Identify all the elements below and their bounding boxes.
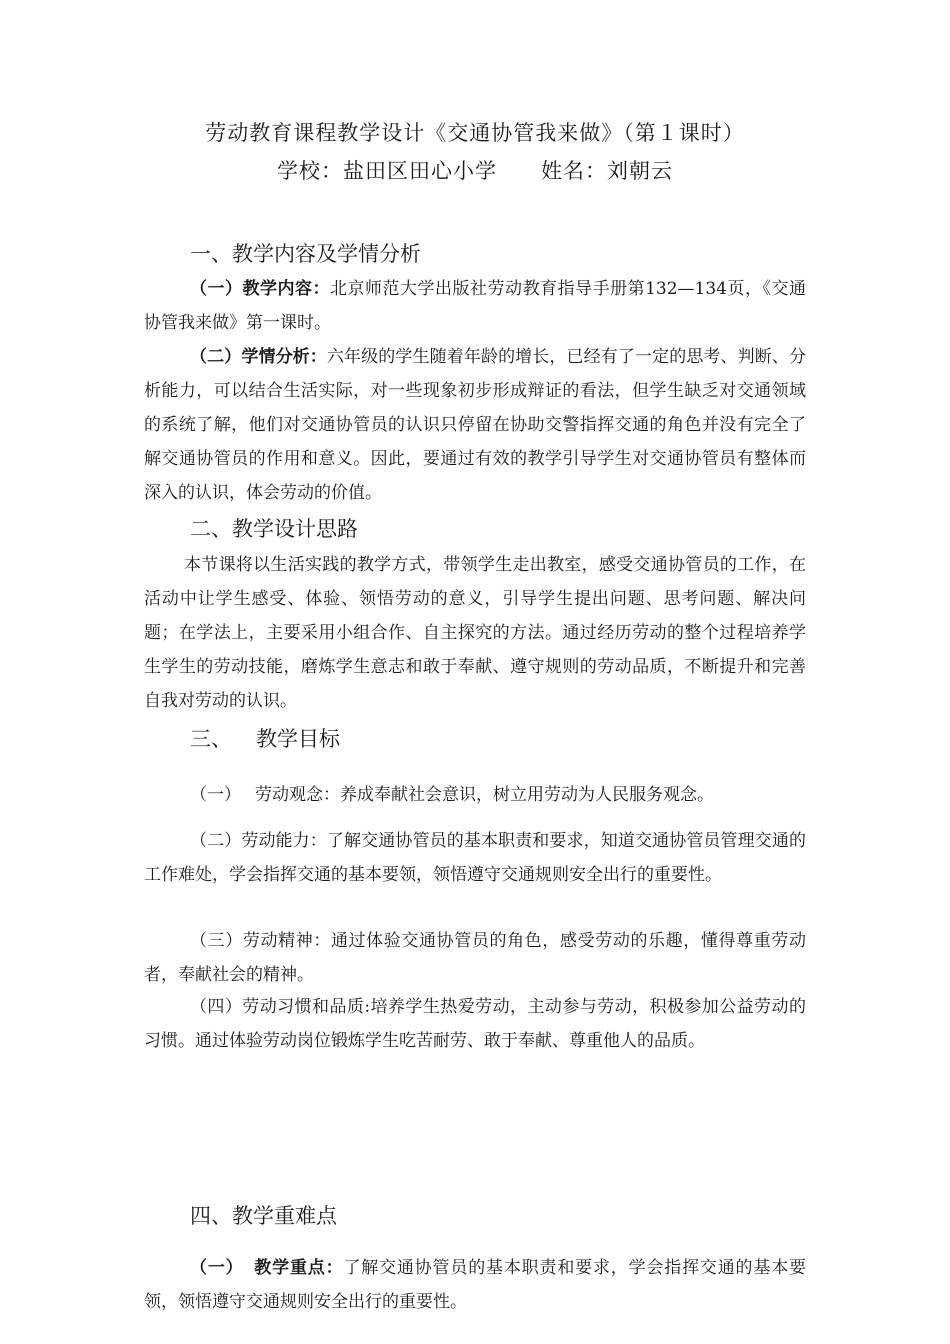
goal-3: （三）劳动精神：通过体验交通协管员的角色，感受劳动的乐趣，懂得尊重劳动者，奉献社会的精神。: [144, 931, 806, 985]
design-idea-paragraph: 本节课将以生活实践的教学方式，带领学生走出教室，感受交通协管员的工作，在活动中让学生感受、体验、领悟劳动的意义，引导学生提出问题、思考问题、解决问题；在学法上，主要采用小组合作、自主探究的方法。通过经历劳动的整个过程培养学生学生的劳动技能，磨炼学生意志和敢于奉献、遵守规则的劳动品质，不断提升和完善自我对劳动的认识。: [144, 555, 806, 711]
key-point-number: （一）: [190, 1258, 244, 1278]
document-title: 劳动教育课程教学设计《交通协管我来做》（第１课时）: [205, 121, 745, 145]
key-point-paragraph: [144, 1251, 806, 1319]
section-3-number: 三、: [190, 727, 232, 751]
goal-1-number: （一）: [190, 785, 241, 805]
section-1-heading: 一、教学内容及学情分析: [190, 242, 421, 266]
teaching-content-paragraph: [144, 272, 806, 340]
section-2-heading: 二、教学设计思路: [190, 517, 358, 541]
student-analysis-paragraph: [144, 340, 806, 510]
author-line: [0, 155, 950, 185]
author-name: 姓名：刘朝云: [541, 159, 673, 183]
section-4-heading: 四、教学重难点: [190, 1204, 337, 1228]
section-3-title: 教学目标: [256, 727, 340, 751]
key-point-text: 了解交通协管员的基本职责和要求，学会指挥交通的基本要领，领悟遵守交通规则安全出行的重要性。: [144, 1258, 807, 1312]
student-analysis-label: （二）学情分析：: [190, 347, 327, 367]
school-label: 学校：盐田区田心小学: [277, 159, 497, 183]
section-3-heading: [190, 723, 340, 753]
teaching-content-text: 北京师范大学出版社劳动教育指导手册第132—134页，《交通协管我来做》第一课时。: [144, 279, 806, 333]
key-point-label: 教学重点：: [253, 1258, 344, 1278]
goal-1-text: 劳动观念：养成奉献社会意识，树立用劳动为人民服务观念。: [255, 785, 714, 805]
goal-4: （四）劳动习惯和品质:培养学生热爱劳动，主动参与劳动，积极参加公益劳动的习惯。通过体验劳动岗位锻炼学生吃苦耐劳、敢于奉献、尊重他人的品质。: [144, 997, 806, 1051]
goal-2: （二）劳动能力：了解交通协管员的基本职责和要求，知道交通协管员管理交通的工作难处，学会指挥交通的基本要领，领悟遵守交通规则安全出行的重要性。: [144, 831, 806, 885]
goal-1: [190, 780, 714, 805]
student-analysis-text: 六年级的学生随着年龄的增长，已经有了一定的思考、判断、分析能力，可以结合生活实际，对一些现象初步形成辩证的看法，但学生缺乏对交通领域的系统了解，他们对交通协管员的认识只停留在协助交警指挥交通的角色并没有完全了解交通协管员的作用和意义。因此，要通过有效的教学引导学生对交通协管员有整体而深入的认识，体会劳动的价值。: [144, 347, 807, 503]
teaching-content-label: （一）教学内容：: [190, 279, 331, 299]
